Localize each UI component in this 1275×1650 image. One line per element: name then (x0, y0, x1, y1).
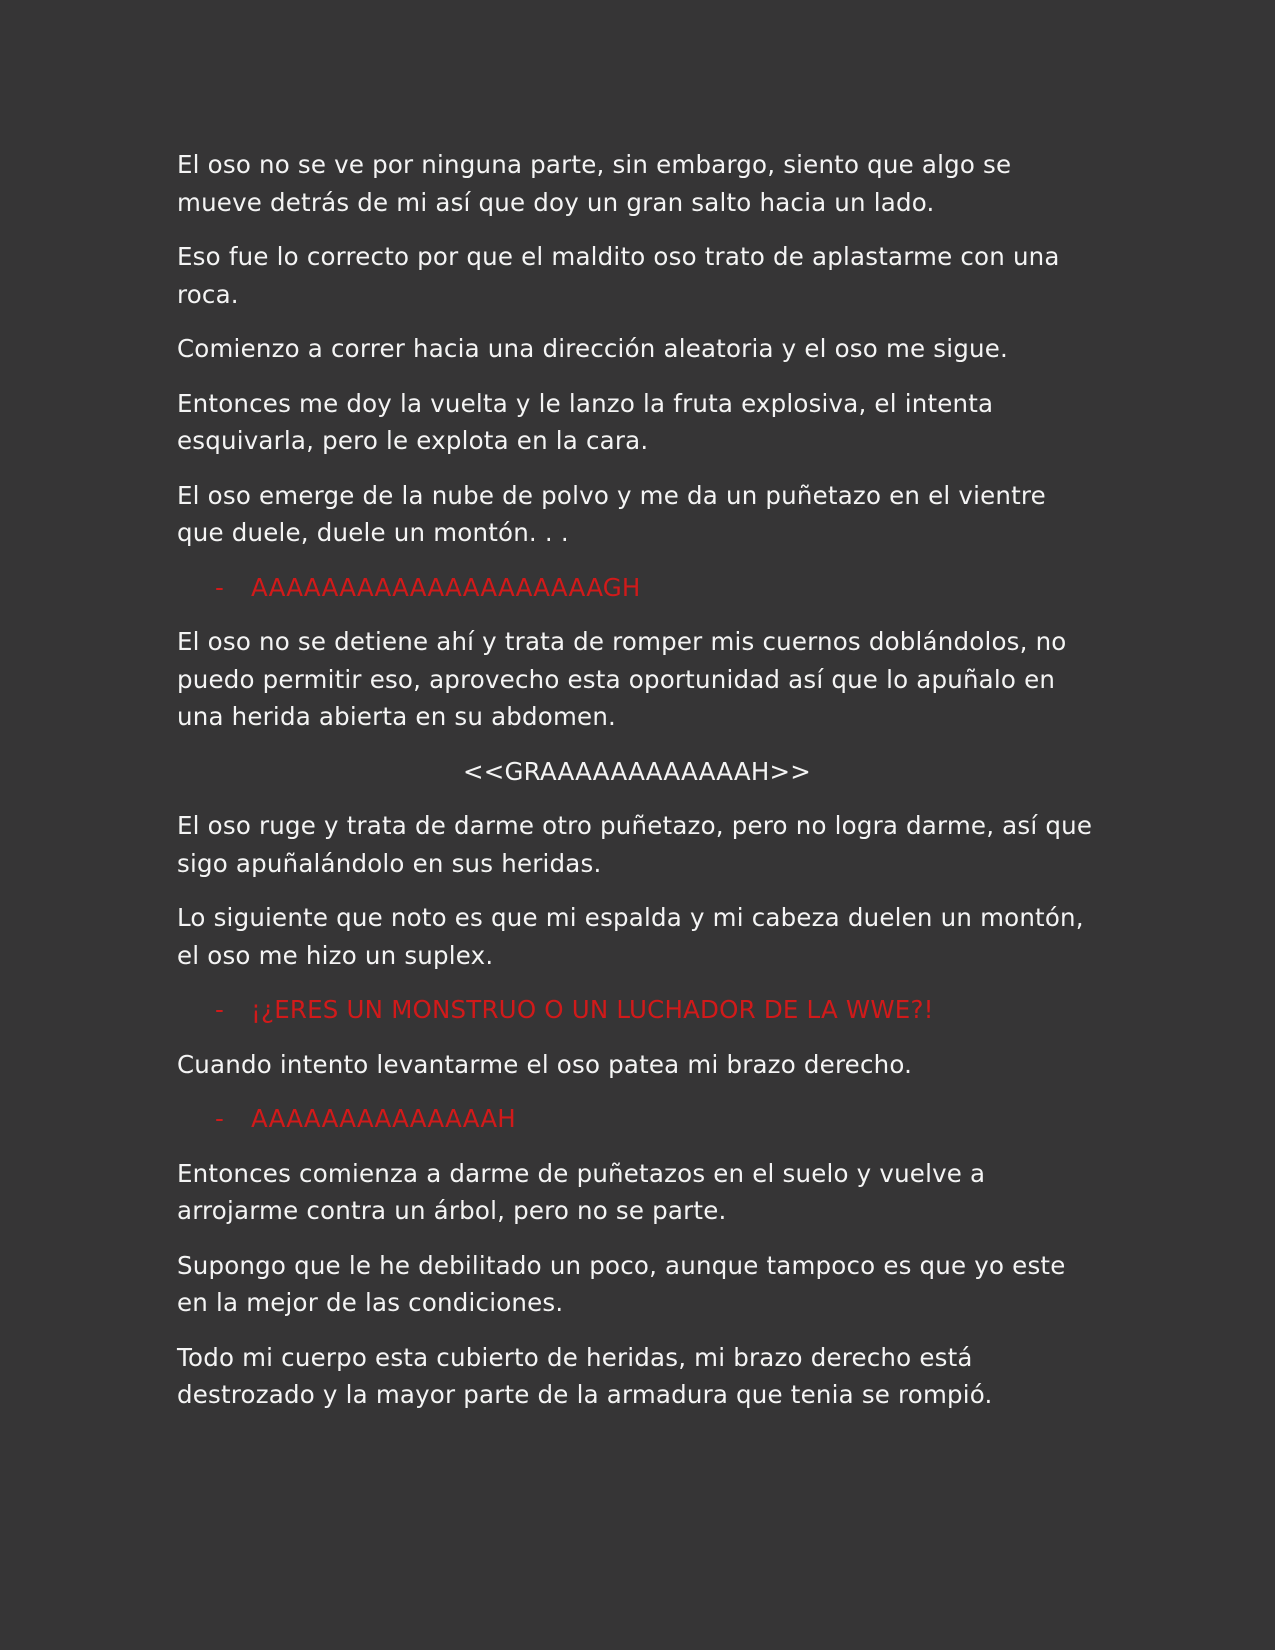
paragraph: Comienzo a correr hacia una dirección aleatoria y el oso me sigue. (177, 334, 1008, 363)
paragraph: Entonces comienza a darme de puñetazos en el suelo y vuelve a arrojarme contra un árbol, pero no se parte. (177, 1158, 986, 1225)
dialogue-text: ¡¿ERES UN MONSTRUO O UN LUCHADOR DE LA WWE?! (251, 995, 934, 1024)
dialogue-dash: - (215, 995, 225, 1024)
paragraph: Cuando intento levantarme el oso patea mi brazo derecho. (177, 1049, 913, 1079)
roar-line: <<GRAAAAAAAAAAAAH>> (463, 756, 811, 786)
dialogue-text: AAAAAAAAAAAAAAH (251, 1104, 516, 1133)
paragraph: El oso no se ve por ninguna parte, sin embargo, siento que algo se mueve detrás de mi así que doy un gran salto hacia un lado. (177, 150, 1012, 217)
paragraph: Lo siguiente que noto es que mi espalda y mi cabeza duelen un montón, el oso me hizo un suplex. (177, 903, 1084, 970)
paragraph: Eso fue lo correcto por que el maldito oso trato de aplastarme con una roca. (177, 242, 1060, 309)
dialogue-shout (177, 569, 1097, 607)
paragraph: El oso no se detiene ahí y trata de romper mis cuernos doblándolos, no puedo permitir eso, aprovecho esta oportunidad así que lo apuñalo en una herida abierta en su abdomen. (177, 627, 1067, 731)
dialogue-shout (177, 1100, 1097, 1138)
dialogue-shout (177, 991, 1097, 1029)
dialogue-dash: - (215, 1104, 225, 1133)
paragraph: Todo mi cuerpo esta cubierto de heridas, mi brazo derecho está destrozado y la mayor parte de la armadura que tenia se rompió. (177, 1342, 993, 1409)
dialogue-dash: - (215, 572, 225, 602)
dialogue-text: AAAAAAAAAAAAAAAAAAAAGH (251, 572, 641, 602)
paragraph: Supongo que le he debilitado un poco, aunque tampoco es que yo este en la mejor de las condiciones. (177, 1250, 1066, 1317)
paragraph: El oso ruge y trata de darme otro puñetazo, pero no logra darme, así que sigo apuñalándolo en sus heridas. (177, 811, 1093, 878)
paragraph: El oso emerge de la nube de polvo y me da un puñetazo en el vientre que duele, duele un montón. . . (177, 480, 1046, 547)
paragraph: Entonces me doy la vuelta y le lanzo la fruta explosiva, el intenta esquivarla, pero le explota en la cara. (177, 388, 994, 455)
document-page (177, 146, 1097, 1431)
